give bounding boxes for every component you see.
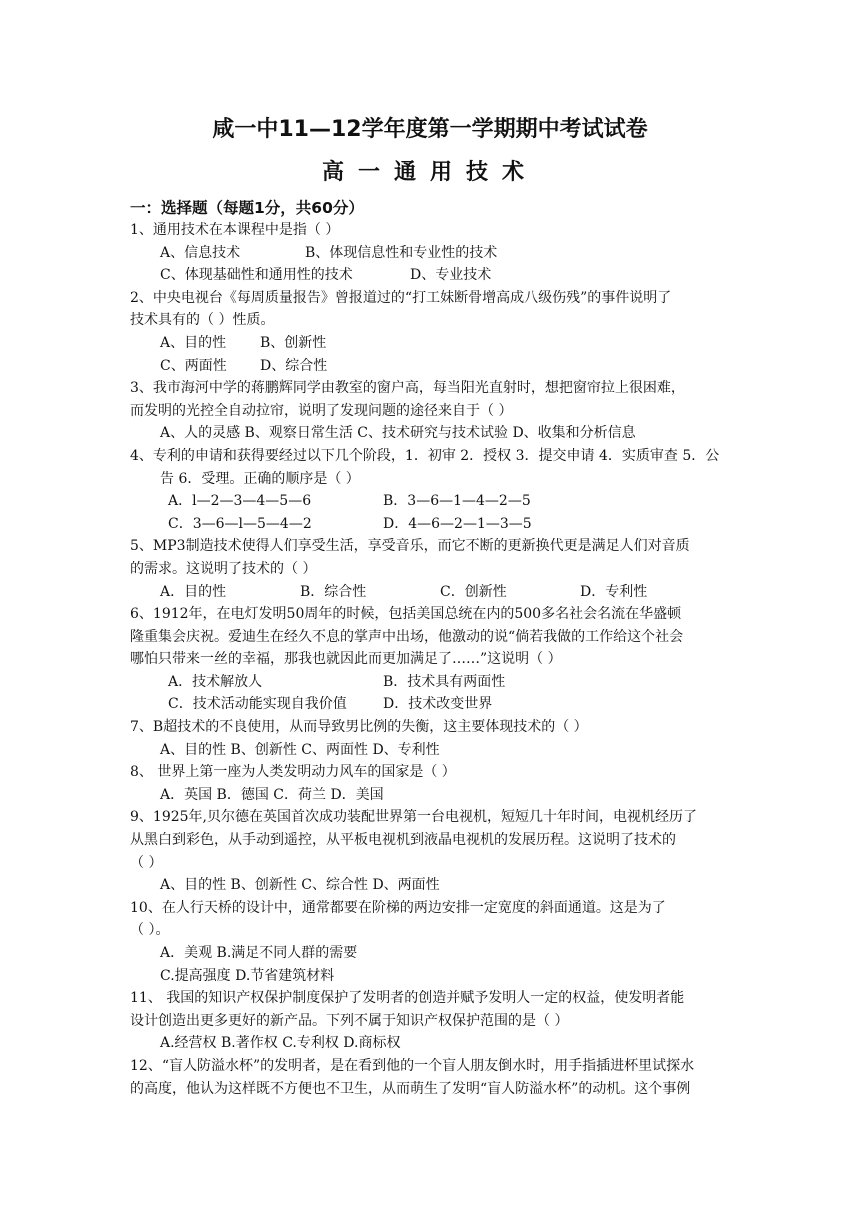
question-6-options-row1: [130, 671, 742, 694]
question-8-stem: 8、 世界上第一座为人类发明动力风车的国家是（ ）: [130, 764, 456, 781]
question-10-stem-2: （ ）。: [130, 922, 170, 939]
question-6-stem-2: 隆重集会庆祝。爱迪生在经久不息的掌声中出场，他激动的说“倘若我做的工作给这个社会: [130, 628, 684, 645]
q6-option-a: A．技术解放人: [168, 673, 263, 690]
subject-title: 高一通用技术: [321, 160, 538, 185]
q5-option-b: B．综合性: [300, 583, 367, 600]
q2-option-b: B、创新性: [260, 334, 327, 351]
question-10-options-row2: C.提高强度 D.节省建筑材料: [160, 967, 335, 984]
question-3-stem-1: 3、我市海河中学的蒋鹏辉同学由教室的窗户高，每当阳光直射时，想把窗帘拉上很困难，: [130, 380, 685, 397]
question-11-stem-2: 设计创造出更多更好的新产品。下列不属于知识产权保护范围的是（ ）: [130, 1012, 569, 1029]
q6-option-d: D．技术改变世界: [383, 696, 493, 713]
question-9-stem-1: 9、1925年,贝尔德在英国首次成功装配世界第一台电视机，短短几十年时间，电视机经历了: [130, 809, 697, 826]
question-4-stem-1: 4、专利的申请和获得要经过以下几个阶段，1．初审 2．授权 3．提交申请 4．实质审查 5．公: [130, 447, 720, 464]
question-10-stem-1: 10、在人行天桥的设计中，通常都要在阶梯的两边安排一定宽度的斜面通道。这是为了: [130, 899, 666, 916]
q2-option-c: C、两面性: [160, 357, 227, 374]
question-11-stem-1: 11、 我国的知识产权保护制度保护了发明者的创造并赋予发明人一定的权益，使发明者能: [130, 990, 685, 1007]
q6-option-b: B．技术具有两面性: [383, 673, 506, 690]
question-6-stem-3: 哪怕只带来一丝的幸福，那我也就因此而更加满足了……”这说明（ ）: [130, 651, 562, 668]
question-5-options: [130, 581, 742, 604]
q1-option-d: D、专业技术: [410, 267, 492, 284]
question-2-stem-2: 技术具有的（ ）性质。: [130, 312, 275, 329]
question-4-options-row1: [130, 490, 742, 513]
question-9-stem-2: 从黑白到彩色，从手动到遥控，从平板电视机到液晶电视机的发展历程。这说明了技术的: [130, 832, 676, 849]
question-7-stem: 7、B超技术的不良使用，从而导致男比例的失衡，这主要体现技术的（ ）: [130, 719, 588, 736]
q4-option-b: B．3—6—1—4—2—5: [383, 493, 531, 510]
exam-title: 咸一中11—12学年度第一学期期中考试试卷: [212, 117, 648, 142]
q2-option-a: A、目的性: [160, 334, 227, 351]
question-2-options-row2: [130, 355, 742, 378]
question-1-options-row1: [130, 242, 742, 265]
question-4-stem-2: 告 6．受理。正确的顺序是（ ）: [160, 470, 360, 487]
question-2-options-row1: [130, 332, 742, 355]
q5-option-a: A．目的性: [160, 583, 227, 600]
question-7-options: A、目的性 B、创新性 C、两面性 D、专利性: [160, 741, 440, 758]
section-heading: 一：选择题（每题1分，共60分）: [130, 199, 364, 217]
question-1-stem: 1、通用技术在本课程中是指（ ）: [130, 222, 340, 238]
q5-option-d: D．专利性: [580, 583, 648, 600]
question-5-stem-2: 的需求。这说明了技术的（ ）: [130, 560, 317, 577]
question-6-options-row2: [130, 693, 742, 716]
q1-option-a: A、信息技术: [160, 244, 241, 261]
question-4-options-row2: [130, 513, 742, 536]
question-12-stem-1: 12、“盲人防溢水杯”的发明者，是在看到他的一个盲人朋友倒水时，用手指插进杯里试探水: [130, 1057, 695, 1074]
question-11-options: A.经营权 B.著作权 C.专利权 D.商标权: [160, 1035, 401, 1052]
question-9-options: A、目的性 B、创新性 C、综合性 D、两面性: [160, 877, 440, 894]
question-3-options: A、人的灵感 B、观察日常生活 C、技术研究与技术试验 D、收集和分析信息: [160, 425, 636, 442]
q4-option-c: C．3—6—l—5—4—2: [168, 515, 312, 532]
question-2-stem-1: 2、中央电视台《每周质量报告》曾报道过的“打工妹断骨增高成八级伤残”的事件说明了: [130, 289, 672, 306]
question-9-stem-3: （ ）: [130, 854, 163, 871]
q4-option-d: D．4—6—2—1—3—5: [383, 515, 532, 532]
q5-option-c: C．创新性: [440, 583, 507, 600]
question-5-stem-1: 5、MP3制造技术使得人们享受生活，享受音乐，而它不断的更新换代更是满足人们对音质: [130, 538, 690, 555]
question-1-options-row2: [130, 264, 742, 287]
q6-option-c: C．技术活动能实现自我价值: [168, 696, 347, 713]
question-3-stem-2: 而发明的光控全自动拉帘，说明了发现问题的途径来自于（ ）: [130, 402, 513, 419]
q1-option-b: B、体现信息性和专业性的技术: [305, 244, 498, 261]
question-10-options-row1: A．美观 B.满足不同人群的需要: [160, 945, 358, 961]
q2-option-d: D、综合性: [260, 357, 328, 374]
question-6-stem-1: 6、1912年，在电灯发明50周年的时候，包括美国总统在内的500多名社会名流在华盛顿: [130, 606, 682, 623]
q1-option-c: C、体现基础性和通用性的技术: [160, 267, 353, 284]
question-list: [130, 219, 742, 1100]
q4-option-a: A．l—2—3—4—5—6: [168, 493, 312, 510]
question-8-options: A．英国 B．德国 C．荷兰 D．美国: [160, 786, 384, 803]
question-12-stem-2: 的高度，他认为这样既不方便也不卫生，从而萌生了发明“盲人防溢水杯”的动机。这个事例: [130, 1080, 691, 1097]
